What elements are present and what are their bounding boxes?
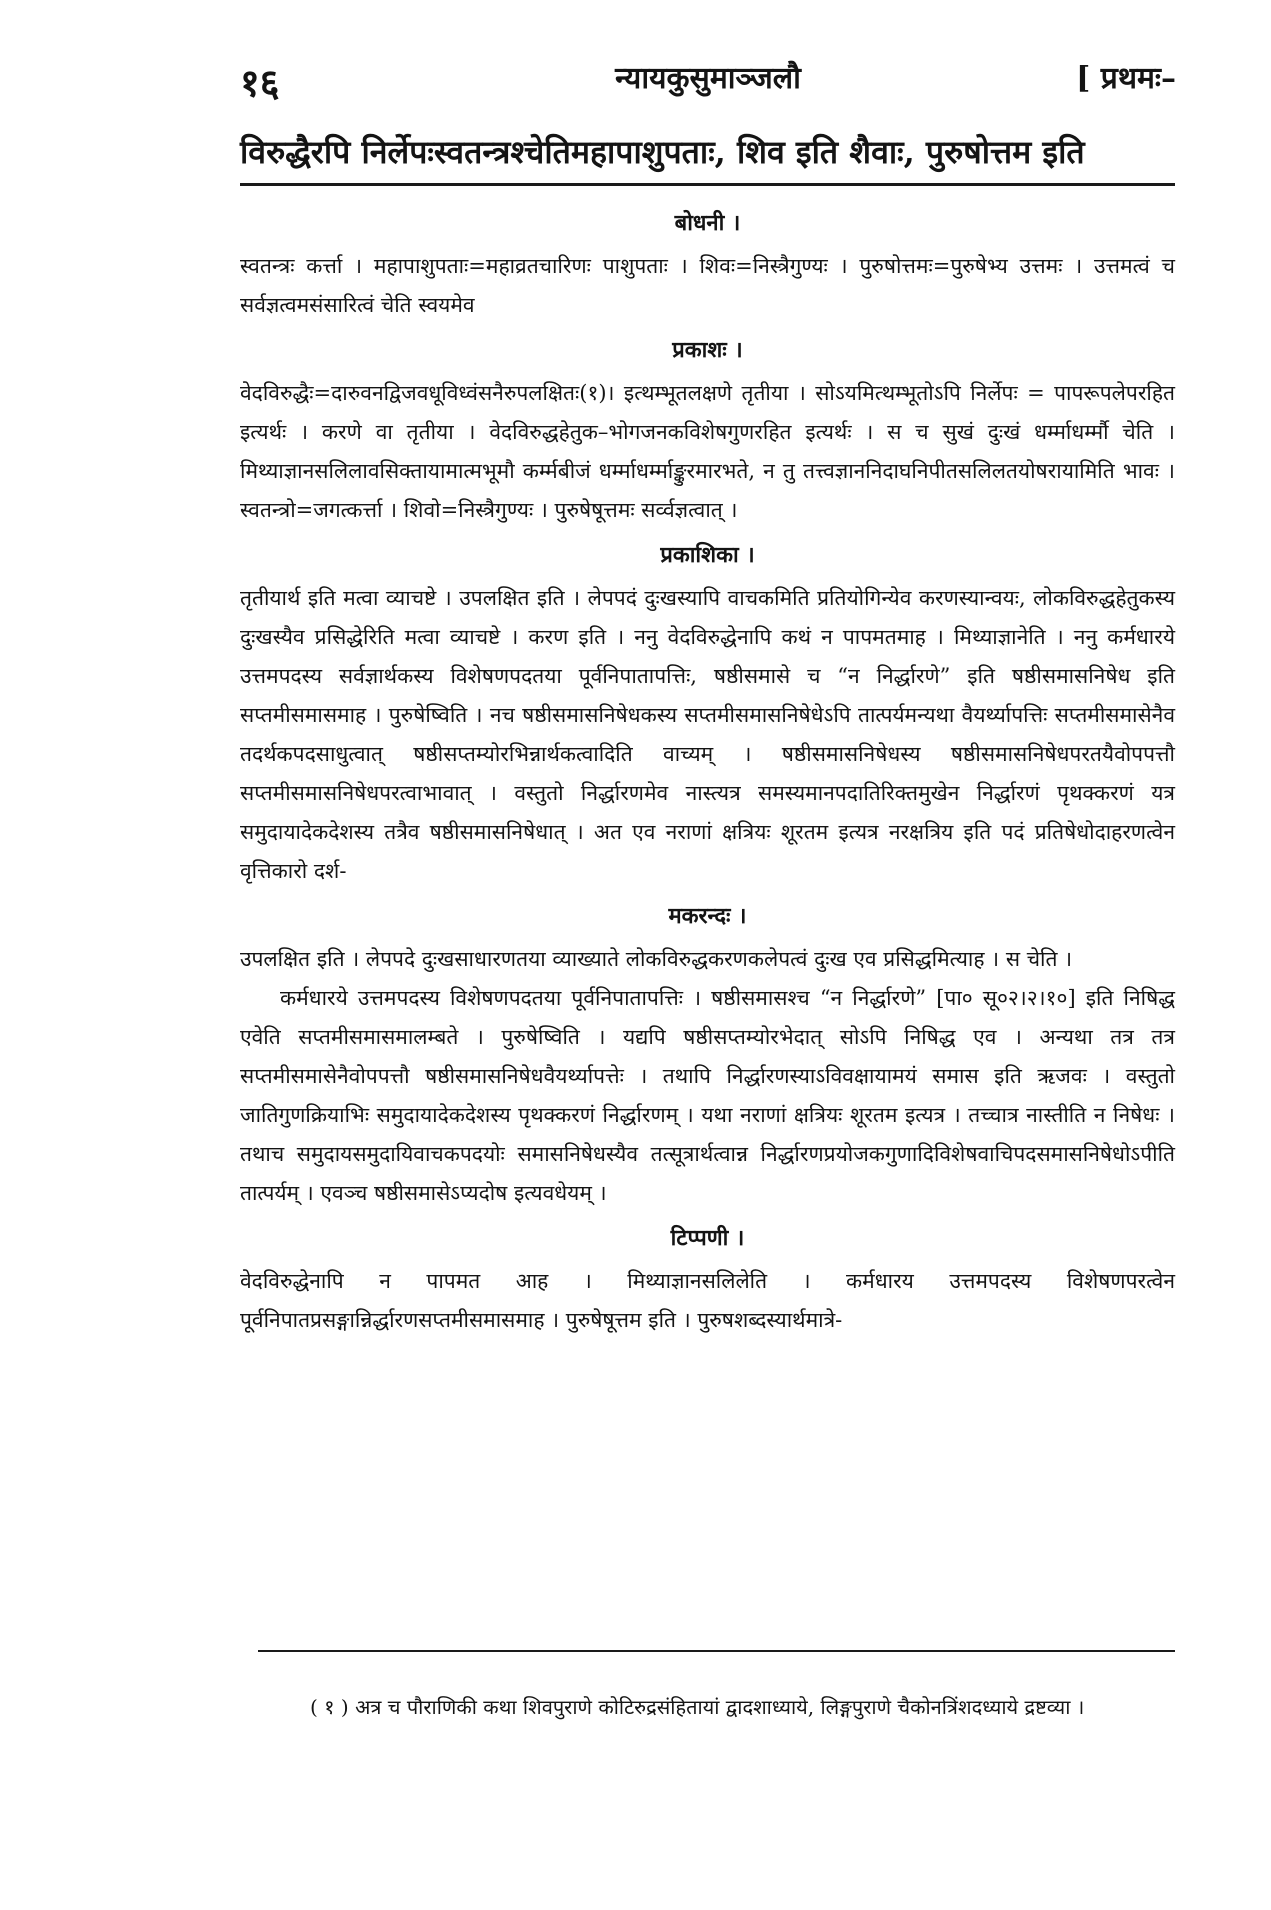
makaranda-heading: मकरन्दः । bbox=[668, 903, 747, 929]
prakashika-heading: प्रकाशिका । bbox=[660, 542, 755, 568]
prakasha-text: वेदविरुद्धैः=दारुवनद्विजवधूविध्वंसनैरुपलक्षितः(१)। इत्थम्भूतलक्षणे तृतीया । सोऽयमित्थम्भूतोऽपि निर्लेपः = पापरूपलेपरहित इत्यर्थः । करणे वा तृतीया । वेदविरुद्धहेतुक–भोगजनकविशेषगुणरहित इत्यर्थः । स च सुखं दुःखं धर्म्माधर्म्मौ चेति । मिथ्याज्ञानसलिलावसिक्तायामात्मभूमौ कर्म्मबीजं धर्म्माधर्म्माङ्कुरमारभते, न तु तत्त्वज्ञाननिदाघनिपीतसलिलतयोषरायामिति भावः । स्वतन्त्रो=जगत्कर्त्ता । शिवो=निस्त्रैगुण्यः । पुरुषेषूत्तमः सर्व्वज्ञत्वात् । bbox=[240, 381, 1175, 522]
main-text: विरुद्धैरपि निर्लेपःस्वतन्त्रश्चेतिमहापाशुपताः, शिव इति शैवाः, पुरुषोत्तम इति bbox=[240, 133, 1085, 171]
commentary-body bbox=[240, 198, 1175, 1340]
prakashika-text: तृतीयार्थ इति मत्वा व्याचष्टे । उपलक्षित इति । लेपपदं दुःखस्यापि वाचकमिति प्रतियोगिन्येव करणस्यान्वयः, लोकविरुद्धहेतुकस्य दुःखस्यैव प्रसिद्धेरिति मत्वा व्याचष्टे । करण इति । ननु वेदविरुद्धेनापि कथं न पापमतमाह । मिथ्याज्ञानेति । ननु कर्मधारये उत्तमपदस्य सर्वज्ञार्थकस्य विशेषणपदतया पूर्वनिपातापत्तिः, षष्ठीसमासे च “न निर्द्धारणे” इति षष्ठीसमासनिषेध इति सप्तमीसमासमाह । पुरुषेष्विति । नच षष्ठीसमासनिषेधकस्य सप्तमीसमासनिषेधेऽपि तात्पर्यमन्यथा वैयर्थ्यापत्तिः सप्तमीसमासेनैव तदर्थकपदसाधुत्वात् षष्ठीसप्तम्योरभिन्नार्थकत्वादिति वाच्यम् । षष्ठीसमासनिषेधस्य षष्ठीसमासनिषेधपरतयैवोपपत्तौ सप्तमीसमासनिषेधपरत्वाभावात् । वस्तुतो निर्द्धारणमेव नास्त्यत्र समस्यमानपदातिरिक्तमुखेन निर्द्धारणं पृथक्करणं यत्र समुदायादेकदेशस्य तत्रैव षष्ठीसमासनिषेधात् । अत एव नराणां क्षत्रियः शूरतम इत्यत्र नरक्षत्रिय इति पदं प्रतिषेधोदाहरणत्वेन वृत्तिकारो दर्श- bbox=[240, 586, 1175, 883]
tippani-text: वेदविरुद्धेनापि न पापमत आह । मिथ्याज्ञानसलिलेति । कर्मधारय उत्तमपदस्य विशेषणपरत्वेन पूर्वनिपातप्रसङ्गान्निर्द्धारणसप्तमीसमासमाह । पुरुषेषूत्तम इति । पुरुषशब्दस्यार्थमात्रे- bbox=[240, 1269, 1175, 1332]
makaranda-text-2: कर्मधारये उत्तमपदस्य विशेषणपदतया पूर्वनिपातापत्तिः । षष्ठीसमासश्च “न निर्द्धारणे” [पा० सू०२।२।१०] इति निषिद्ध एवेति सप्तमीसमासमालम्बते । पुरुषेष्विति । यद्यपि षष्ठीसप्तम्योरभेदात् सोऽपि निषिद्ध एव । अन्यथा तत्र तत्र सप्तमीसमासेनैवोपपत्तौ षष्ठीसमासनिषेधवैयर्थ्यापत्तेः । तथापि निर्द्धारणस्याऽविवक्षायामयं समास इति ऋजवः । वस्तुतो जातिगुणक्रियाभिः समुदायादेकदेशस्य पृथक्करणं निर्द्धारणम् । यथा नराणां क्षत्रियः शूरतम इत्यत्र । तच्चात्र नास्तीति न निषेधः । तथाच समुदायसमुदायिवाचकपदयोः समासनिषेधस्यैव तत्सूत्रार्थत्वान्न निर्द्धारणप्रयोजकगुणादिविशेषवाचिपदसमासनिषेधोऽपीति तात्पर्यम् । एवञ्च षष्ठीसमासेऽप्यदोष इत्यवधेयम् । bbox=[240, 986, 1175, 1205]
running-title: न्यायकुसुमाञ्जलौ bbox=[615, 61, 801, 96]
section-tag: [ प्रथमः– bbox=[1076, 61, 1176, 96]
main-text-divider bbox=[240, 183, 1175, 186]
footnote-divider bbox=[258, 1650, 1175, 1652]
prakasha-heading: प्रकाशः । bbox=[672, 337, 743, 363]
makaranda-text-1: उपलक्षित इति । लेपपदे दुःखसाधारणतया व्याख्याते लोकविरुद्धकरणकलेपत्वं दुःख एव प्रसिद्धमित्याह । स चेति । bbox=[240, 947, 1073, 971]
footnote: ( १ ) अत्र च पौराणिकी कथा शिवपुराणे कोटिरुद्रसंहितायां द्वादशाध्याये, लिङ्गपुराणे चैकोनत्रिंशदध्याये द्रष्टव्या । bbox=[310, 1695, 1085, 1719]
bodhani-heading: बोधनी । bbox=[674, 210, 741, 236]
bodhani-text: स्वतन्त्रः कर्त्ता । महापाशुपताः=महाव्रतचारिणः पाशुपताः । शिवः=निस्त्रैगुण्यः । पुरुषोत्तमः=पुरुषेभ्य उत्तमः । उत्तमत्वं च सर्वज्ञत्वमसंसारित्वं चेति स्वयमेव bbox=[240, 254, 1175, 317]
tippani-heading: टिप्पणी । bbox=[670, 1225, 745, 1251]
page-number: १६ bbox=[240, 60, 280, 105]
page-header bbox=[240, 48, 1176, 108]
